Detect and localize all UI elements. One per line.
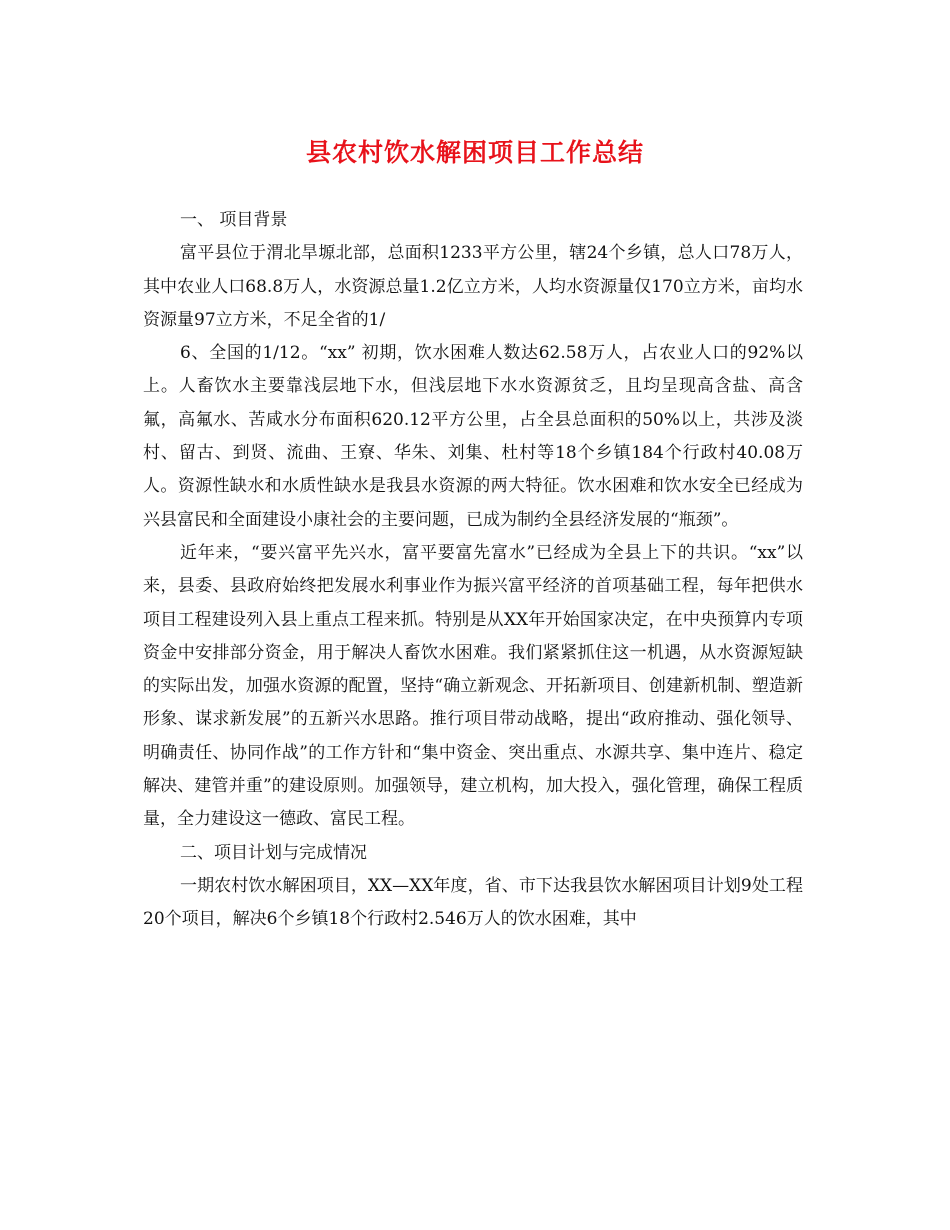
section-heading-plan: 二、项目计划与完成情况: [180, 842, 367, 863]
document-body: [143, 204, 803, 937]
paragraph-overview: 富平县位于渭北旱塬北部，总面积1233平方公里，辖24个乡镇，总人口78万人，其中农业人口68.8万人，水资源总量1.2亿立方米，人均水资源量仅170立方米，亩均水资源量97立方米，不足全省的1/: [143, 243, 803, 330]
paragraph-water-shortage: 6、全国的1/12。“xx” 初期，饮水困难人数达62.58万人，占农业人口的92%以上。人畜饮水主要靠浅层地下水，但浅层地下水水资源贫乏，且均呈现高含盐、高含氟，高氟水、苦咸水分布面积620.12平方公里，占全县总面积的50%以上，共涉及淡村、留古、到贤、流曲、王寮、华朱、刘集、杜村等18个乡镇184个行政村40.08万人。资源性缺水和水质性缺水是我县水资源的两大特征。饮水困难和饮水安全已经成为兴县富民和全面建设小康社会的主要问题，已成为制约全县经济发展的“瓶颈”。: [143, 343, 803, 530]
section-heading-background: 一、 项目背景: [180, 210, 288, 230]
paragraph-phase-one: 一期农村饮水解困项目，XX—XX年度，省、市下达我县饮水解困项目计划9处工程20个项目，解决6个乡镇18个行政村2.546万人的饮水困难，其中: [143, 875, 803, 930]
document-title: 县农村饮水解困项目工作总结: [305, 138, 644, 167]
paragraph-recent-years: 近年来，“要兴富平先兴水，富平要富先富水”已经成为全县上下的共识。“xx”以来，县委、县政府始终把发展水利事业作为振兴富平经济的首项基础工程，每年把供水项目工程建设列入县上重点工程来抓。特别是从XX年开始国家决定，在中央预算内专项资金中安排部分资金，用于解决人畜饮水困难。我们紧紧抓住这一机遇，从水资源短缺的实际出发，加强水资源的配置，坚持“确立新观念、开拓新项目、创建新机制、塑造新形象、谋求新发展”的五新兴水思路。推行项目带动战略，提出“政府推动、强化领导、明确责任、协同作战”的工作方针和“集中资金、突出重点、水源共享、集中连片、稳定解决、建管并重”的建设原则。加强领导，建立机构，加大投入，强化管理，确保工程质量，全力建设这一德政、富民工程。: [143, 542, 803, 830]
